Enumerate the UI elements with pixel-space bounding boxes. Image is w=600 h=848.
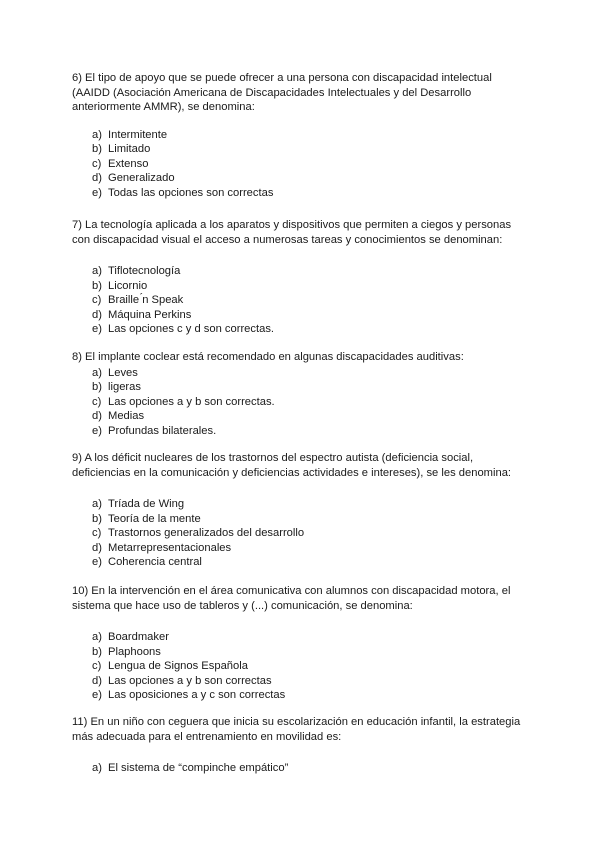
option-item: d) Metarrepresentacionales bbox=[92, 541, 232, 554]
option-item: d) Generalizado bbox=[92, 172, 175, 184]
option-item: a) Intermitente bbox=[92, 128, 168, 141]
question-text: 10) En la intervención en el área comunicativa con alumnos con discapacidad motora, el sistema que hace uso de tableros y (...) comunicación, se denomina: bbox=[72, 585, 511, 612]
option-item: d) Las opciones a y b son correctas bbox=[92, 674, 272, 687]
option-item: e) Las opciones c y d son correctas. bbox=[92, 323, 275, 335]
option-item: d) Máquina Perkins bbox=[92, 308, 192, 321]
option-item: a) Tríada de Wing bbox=[92, 498, 185, 510]
options-list bbox=[72, 264, 532, 337]
options-list bbox=[72, 630, 532, 703]
question-10 bbox=[72, 584, 532, 703]
option-item: e) Profundas bilaterales. bbox=[92, 424, 217, 437]
question-8 bbox=[72, 350, 464, 438]
option-item: b) Limitado bbox=[92, 143, 151, 155]
question-text: 9) A los déficit nucleares de los trastornos del espectro autista (deficiencia social, deficiencias en la comunicación y deficiencias actividades e intereses), se les denomina: bbox=[72, 452, 512, 479]
options-list bbox=[72, 497, 532, 570]
option-item: a) Leves bbox=[92, 366, 138, 379]
option-item: e) Las oposiciones a y c son correctas bbox=[92, 689, 286, 701]
question-text: 8) El implante coclear está recomendado en algunas discapacidades auditivas: bbox=[72, 351, 464, 363]
option-item: a) El sistema de “compinche empático” bbox=[92, 762, 289, 774]
option-item: b) ligeras bbox=[92, 381, 141, 393]
question-text: 11) En un niño con ceguera que inicia su escolarización en educación infantil, la estrategia más adecuada para el entrenamiento en movilidad es: bbox=[72, 716, 521, 743]
options-list bbox=[72, 366, 464, 439]
option-item: c) Las opciones a y b son correctas. bbox=[92, 395, 275, 408]
option-item: e) Coherencia central bbox=[92, 556, 202, 568]
option-item: c) Braille ́n Speak bbox=[92, 294, 184, 306]
option-item: c) Lengua de Signos Española bbox=[92, 660, 248, 672]
option-item: c) Extenso bbox=[92, 157, 149, 170]
question-11 bbox=[72, 715, 532, 776]
option-item: e) Todas las opciones son correctas bbox=[92, 186, 274, 199]
option-item: a) Tiflotecnología bbox=[92, 265, 181, 277]
question-text: 6) El tipo de apoyo que se puede ofrecer a una persona con discapacidad intelectual (AAIDD (Asociación Americana de Discapacidades Intelectuales y del Desarrollo anteriormente AMMR), se denomina: bbox=[72, 72, 492, 113]
option-item: a) Boardmaker bbox=[92, 631, 169, 643]
option-item: b) Plaphoons bbox=[92, 645, 161, 658]
options-list bbox=[72, 128, 532, 201]
option-item: b) Teoría de la mente bbox=[92, 512, 201, 525]
question-6 bbox=[72, 71, 532, 200]
question-7 bbox=[72, 218, 532, 337]
question-9 bbox=[72, 451, 532, 570]
options-list bbox=[72, 761, 532, 776]
option-item: c) Trastornos generalizados del desarrollo bbox=[92, 527, 305, 539]
option-item: b) Licornio bbox=[92, 279, 148, 292]
question-text: 7) La tecnología aplicada a los aparatos y dispositivos que permiten a ciegos y personas con discapacidad visual el acceso a numerosas tareas y conocimientos se denominan: bbox=[72, 219, 512, 246]
option-item: d) Medias bbox=[92, 410, 145, 422]
